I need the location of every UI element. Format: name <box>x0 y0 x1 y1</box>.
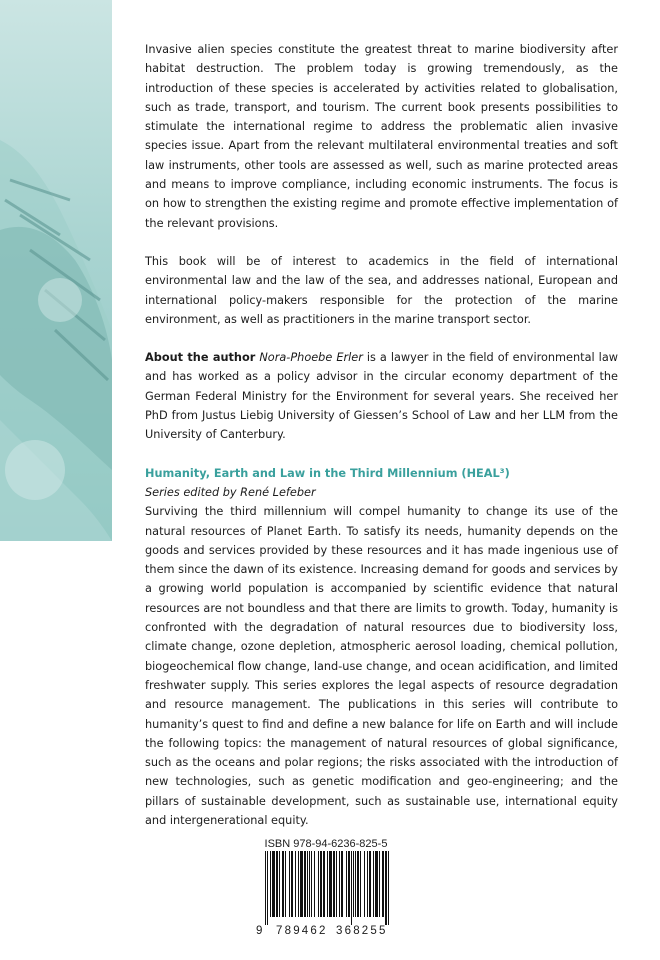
series-description: Surviving the third millennium will compel humanity to change its use of the natural resources of Planet Earth. To satisfy its needs, humanity depends on the goods and services provided by these resources and it has made ingenious use of them since the dawn of its existence. Increasing demand for goods and services by a growing world population is accompanied by scientific evidence that natural resources are not boundless and that there are limits to growth. Today, humanity is confronted with the degradation of natural resources due to biodiversity loss, climate change, ozone depletion, atmospheric aerosol loading, chemical pollution, biogeochemical flow change, land-use change, and ocean acidification, and limited freshwater supply. This series explores the legal aspects of resource degradation and resource management. The publications in this series will contribute to humanity’s quest to find and define a new balance for life on Earth and will include the following topics: the management of natural resources of global significance, such as the oceans and polar regions; the risks associated with the introduction of new technologies, such as genetic modification and geo-engineering; and the pillars of sustainable development, such as sustainable use, international equity and intergenerational equity. <box>145 505 618 827</box>
about-author <box>145 348 618 444</box>
barcode-icon <box>255 851 397 925</box>
barcode-digit-lead: 9 <box>256 925 263 937</box>
author-name: Nora-Phoebe Erler <box>259 351 363 365</box>
about-author-heading: About the author <box>145 351 256 365</box>
lionfish-photo-icon <box>0 0 112 541</box>
author-bio: is a lawyer in the field of environmental law and has worked as a policy advisor in the circular economy department of the German Federal Ministry for the Environment for several years. She received her PhD from Justus Liebig University of Giessen’s School of Law and her LLM from the University of Canterbury. <box>145 351 618 442</box>
barcode-digits <box>255 925 397 941</box>
cover-photo-strip <box>0 0 112 541</box>
isbn-label: ISBN 978-94-6236-825-5 <box>264 838 388 850</box>
barcode-digit-group-1: 789462 <box>276 925 328 937</box>
back-cover-text <box>145 40 618 830</box>
series-editor: Series edited by René Lefeber <box>145 485 316 499</box>
barcode-digit-group-2: 368255 <box>336 925 388 937</box>
blurb-paragraph-2: This book will be of interest to academics in the field of international environmental law and the law of the sea, and addresses national, European and international policy-makers responsible for the protection of the marine environment, as well as practitioners in the marine transport sector. <box>145 254 618 326</box>
blurb-paragraph-1: Invasive alien species constitute the greatest threat to marine biodiversity after habitat destruction. The problem today is growing tremendously, as the introduction of these species is accelerated by activities related to globalisation, such as trade, transport, and tourism. The current book presents possibilities to stimulate the international regime to address the problematic alien invasive species issue. Apart from the relevant multilateral environmental treaties and soft law instruments, other tools are assessed as well, such as marine protected areas and means to improve compliance, including economic instruments. The focus is on how to strengthen the existing regime and promote effective implementation of the relevant provisions. <box>145 43 618 230</box>
series-title: Humanity, Earth and Law in the Third Millennium (HEAL³) <box>145 466 510 480</box>
isbn-barcode <box>255 837 397 941</box>
